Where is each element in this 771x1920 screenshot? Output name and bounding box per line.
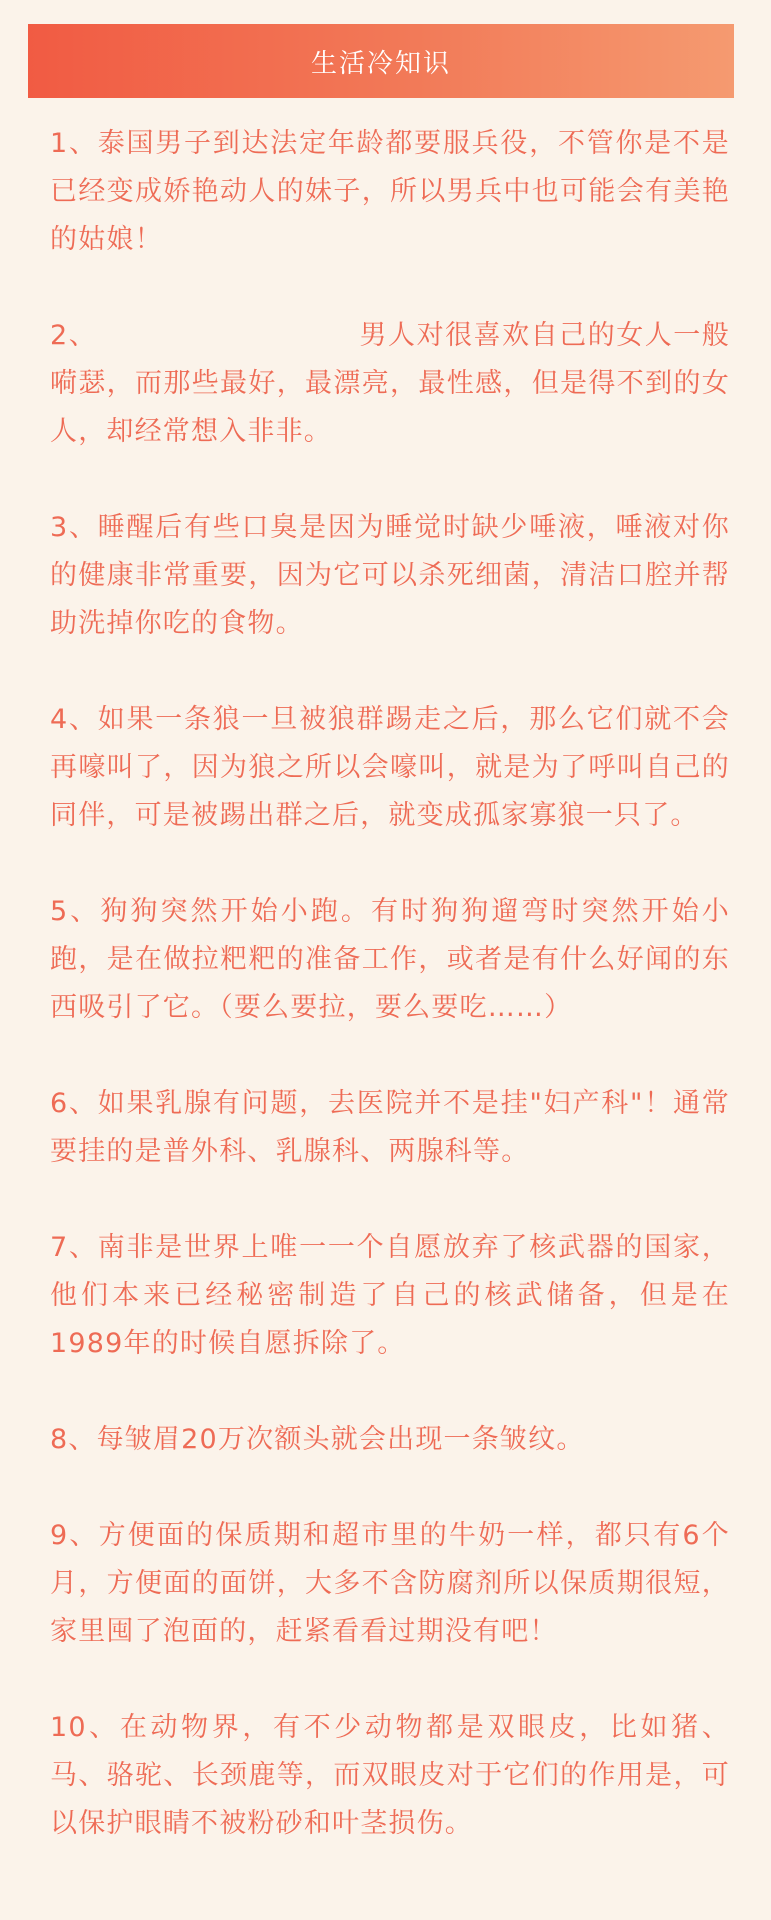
fact-item-5: 5、狗狗突然开始小跑。有时狗狗遛弯时突然开始小跑，是在做拉粑粑的准备工作，或者是有什么好闻的东西吸引了它。（要么要拉，要么要吃……） [50, 896, 730, 1023]
fact-item-10: 10、在动物界，有不少动物都是双眼皮，比如猪、马、骆驼、长颈鹿等，而双眼皮对于它们的作用是，可以保护眼睛不被粉砂和叶茎损伤。 [50, 1712, 730, 1839]
fact-item-9: 9、方便面的保质期和超市里的牛奶一样，都只有6个月，方便面的面饼，大多不含防腐剂所以保质期很短，家里囤了泡面的，赶紧看看过期没有吧！ [50, 1520, 730, 1647]
fact-item-7: 7、南非是世界上唯一一个自愿放弃了核武器的国家，他们本来已经秘密制造了自己的核武储备，但是在1989年的时候自愿拆除了。 [50, 1232, 730, 1359]
fact-item-6: 6、如果乳腺有问题，去医院并不是挂"妇产科"！通常要挂的是普外科、乳腺科、两腺科等。 [50, 1088, 730, 1167]
section-title: 生活冷知识 [310, 48, 451, 79]
fact-item-1: 1、泰国男子到达法定年龄都要服兵役，不管你是不是已经变成娇艳动人的妹子，所以男兵中也可能会有美艳的姑娘！ [50, 128, 730, 255]
fact-item-2 [50, 312, 730, 456]
fact-item-2-text: 男人对很喜欢自己的女人一般嗬瑟，而那些最好，最漂亮，最性感，但是得不到的女人，却经常想入非非。 [50, 320, 730, 447]
fact-item-3: 3、睡醒后有些口臭是因为睡觉时缺少唾液，唾液对你的健康非常重要，因为它可以杀死细菌，清洁口腔并帮助洗掉你吃的食物。 [50, 512, 730, 639]
section-header-banner [28, 24, 734, 98]
fact-item-2-number: 2、 [50, 320, 98, 351]
facts-list [50, 120, 730, 1896]
fact-item-8: 8、每皱眉20万次额头就会出现一条皱纹。 [50, 1424, 585, 1455]
fact-item-4: 4、如果一条狼一旦被狼群踢走之后，那么它们就不会再嚎叫了，因为狼之所以会嚎叫，就是为了呼叫自己的同伴，可是被踢出群之后，就变成孤家寡狼一只了。 [50, 704, 730, 831]
